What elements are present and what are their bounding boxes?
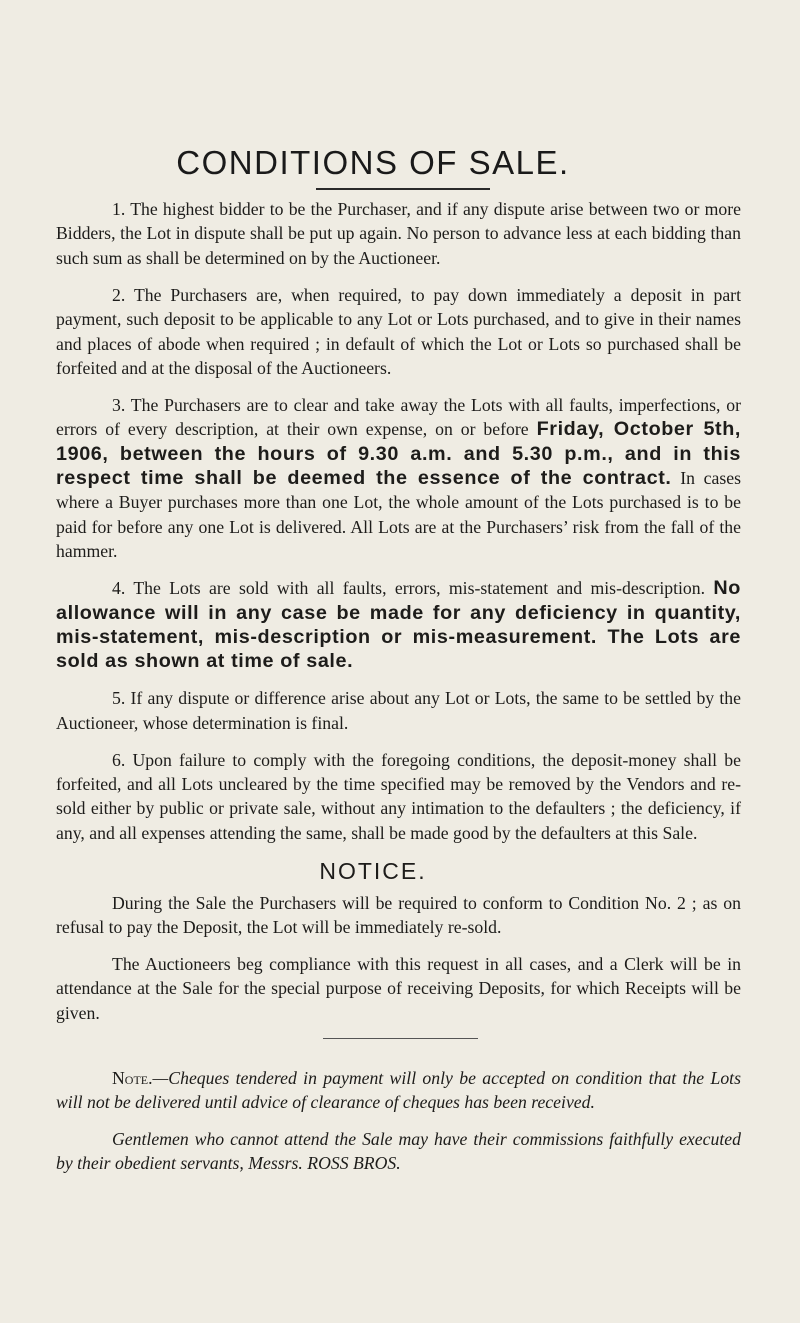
section-divider	[323, 1038, 478, 1039]
notice-paragraph: The Auctioneers beg compliance with this request in all cases, and a Clerk will be in attendance at the Sale for the special purpose of receiving Deposits, for which Receipts will be given.	[56, 953, 741, 1023]
commission-note: Gentlemen who cannot attend the Sale may have their commissions faithfully executed by their obedient servants, Messrs. ROSS BROS.	[56, 1128, 741, 1174]
condition-1	[56, 197, 741, 270]
condition-text: If any dispute or difference arise about any Lot or Lots, the same to be settled by the Auctioneer, whose determination is final.	[56, 688, 741, 733]
notice-heading: NOTICE.	[319, 857, 427, 884]
condition-text: The Purchasers are to clear and take away the Lots with all faults, imperfections, or errors of every description, at their own expense, on or before	[56, 394, 742, 440]
notice-paragraph: During the Sale the Purchasers will be required to conform to Condition No. 2 ; as on refusal to pay the Deposit, the Lot will be immediately re-sold.	[56, 892, 741, 938]
condition-number: 4.	[112, 578, 126, 599]
condition-number: 6.	[112, 749, 126, 770]
page-title: CONDITIONS OF SALE.	[176, 144, 570, 181]
condition-number: 3.	[112, 394, 126, 415]
condition-text: The highest bidder to be the Purchaser, and if any dispute arise between two or more Bidders, the Lot in dispute shall be put up again. No person to advance less at each bidding than such sum as shall be determined on by the Auctioneer.	[56, 199, 742, 268]
note-label: Note.	[112, 1067, 153, 1088]
condition-number: 2.	[112, 284, 126, 305]
condition-emphasis: No allowance will in any case be made for any deficiency in quantity, mis-statement, mis-description or mis-measurement. The Lots are sold as shown at time of sale.	[56, 577, 741, 673]
condition-text: The Purchasers are, when required, to pay down immediately a deposit in part payment, such deposit to be applicable to any Lot or Lots purchased, and to give in their names and places of abode when required ; in default of which the Lot or Lots so purchased shall be forfeited and at the disposal of the Auctioneers.	[56, 284, 741, 378]
condition-text: In cases where a Buyer purchases more than one Lot, the whole amount of the Lots purchased is to be paid for before any one Lot is delivered. All Lots are at the Purchasers’ risk from the fall of the hammer.	[56, 468, 741, 562]
condition-text: Upon failure to comply with the foregoing conditions, the deposit-money shall be forfeited, and all Lots uncleared by the time specified may be removed by the Vendors and re-sold either by public or private sale, without any intimation to the defaulters ; the deficiency, if any, and all expenses attending the same, shall be made good by the defaulters at this Sale.	[56, 749, 741, 843]
title-underline	[316, 188, 490, 190]
condition-3	[56, 393, 741, 564]
note-text: —Cheques tendered in payment will only be accepted on condition that the Lots will not be delivered until advice of clearance of cheques has been received.	[56, 1067, 741, 1112]
note-paragraph	[56, 1066, 741, 1115]
condition-emphasis: Friday, October 5th, 1906, between the hours of 9.30 a.m. and 5.30 p.m., and in this respect time shall be deemed the essence of the contract.	[56, 418, 742, 490]
condition-6	[56, 748, 741, 846]
condition-number: 5.	[112, 688, 126, 709]
condition-text: The Lots are sold with all faults, errors, mis-statement and mis-description.	[133, 578, 706, 599]
condition-2	[56, 283, 741, 381]
condition-4	[56, 576, 741, 674]
condition-5	[56, 686, 741, 735]
condition-number: 1.	[112, 199, 126, 219]
